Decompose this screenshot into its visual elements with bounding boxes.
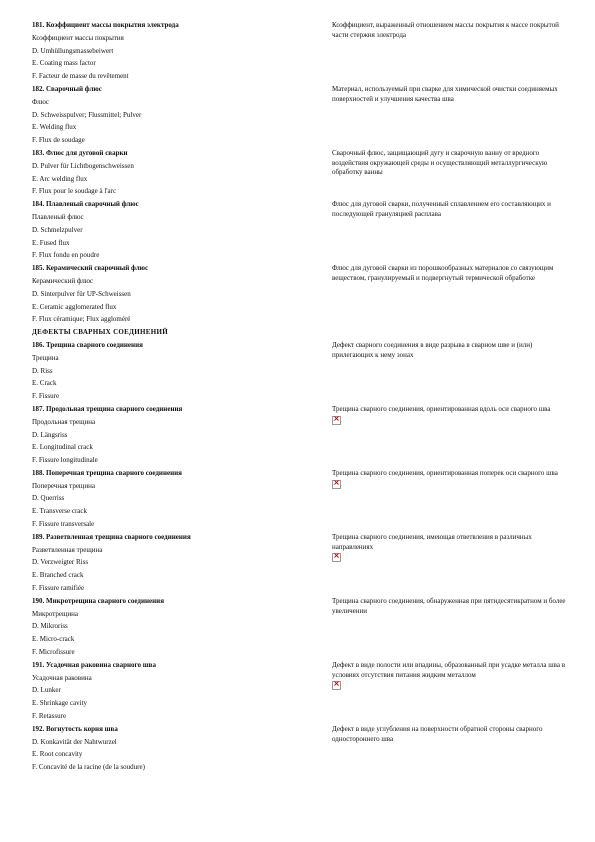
term-synonym: D. Riss [32, 366, 53, 375]
term-synonym: Флюс [32, 97, 50, 106]
broken-image-icon [332, 681, 341, 690]
term-synonym: E. Welding flux [32, 123, 77, 132]
term-synonym: F. Fissure transversale [32, 520, 95, 529]
broken-image-icon [332, 480, 341, 489]
definition-text: Дефект в виде углубления на поверхности обратной стороны сварного одностороннего шва [332, 725, 543, 743]
term-definition [332, 85, 570, 104]
term-heading: 182. Сварочный флюс [32, 84, 102, 93]
term-synonym: Микротрещина [32, 609, 79, 618]
term-heading: 192. Вогнутость корня шва [32, 724, 118, 733]
term-heading: 183. Флюс для дуговой сварки [32, 148, 128, 157]
term-heading: 190. Микротрещина сварного соединения [32, 596, 164, 605]
term-definition [332, 21, 570, 40]
term-definition [332, 725, 570, 744]
definition-text: Материал, используемый при сварке для химической очистки соединяемых поверхностей и улучшения качества шва [332, 85, 558, 103]
term-synonym: D. Konkavität der Nahtwurzel [32, 737, 117, 746]
term-synonym: E. Root concavity [32, 750, 83, 759]
term-synonym: E. Coating mass factor [32, 59, 96, 68]
term-synonym: E. Transverse crack [32, 507, 88, 516]
broken-image-icon [332, 553, 341, 562]
term-synonym: D. Verzweigter Riss [32, 558, 89, 567]
definition-text: Трещина сварного соединения, обнаруженная при пятидесятикратном и более увеличении [332, 597, 566, 615]
term-synonym: F. Flux fondu en poudre [32, 251, 100, 260]
term-heading: 189. Разветвленная трещина сварного соединения [32, 532, 191, 541]
term-synonym: F. Retassure [32, 712, 67, 721]
term-synonym: Керамический флюс [32, 276, 94, 285]
term-definition [332, 200, 570, 219]
term-synonym: Коэффициент массы покрытия [32, 33, 124, 42]
term-synonym: E. Fused flux [32, 238, 70, 247]
term-synonym: Разветвленная трещина [32, 545, 103, 554]
term-synonym: D. Schmelzpulver [32, 225, 83, 234]
terms-column [32, 19, 322, 774]
term-synonym: Усадочная раковина [32, 673, 92, 682]
term-definition [332, 341, 570, 360]
term-definition [332, 661, 570, 694]
term-definition [332, 149, 570, 178]
term-synonym: E. Longitudinal crack [32, 443, 93, 452]
term-heading: 187. Продольная трещина сварного соединения [32, 404, 183, 413]
term-heading: 185. Керамический сварочный флюс [32, 264, 149, 273]
term-synonym: Продольная трещина [32, 417, 96, 426]
term-synonym: D. Mikroriss [32, 622, 68, 631]
term-synonym: E. Branched crack [32, 571, 84, 580]
term-heading: 186. Трещина сварного соединения [32, 340, 143, 349]
term-synonym: D. Querriss [32, 494, 65, 503]
definition-text: Трещина сварного соединения, ориентированная вдоль оси сварного шва [332, 405, 551, 413]
term-synonym: D. Längsriss [32, 430, 68, 439]
definition-text: Трещина сварного соединения, имеющая ответвления в различных направлениях [332, 533, 532, 551]
term-synonym: Плавленый флюс [32, 212, 84, 221]
term-synonym: F. Flux de soudage [32, 136, 85, 145]
term-synonym: D. Schweisspulver; Flussmittel; Pulver [32, 110, 142, 119]
section-heading: ДЕФЕКТЫ СВАРНЫХ СОЕДИНЕНИЙ [32, 328, 168, 337]
term-definition [332, 533, 570, 566]
term-heading: 184. Плавленый сварочный флюс [32, 200, 139, 209]
term-heading: 181. Коэффициент массы покрытия электрода [32, 21, 179, 29]
term-synonym: F. Microfissure [32, 648, 75, 657]
definition-text: Коэффициент, выраженный отношением массы покрытия к массе покрытой части стержня электрода [332, 21, 559, 39]
term-synonym: Трещина [32, 353, 59, 362]
term-heading: 188. Поперечная трещина сварного соединения [32, 468, 182, 477]
term-synonym: D. Umhüllungsmassebeiwert [32, 46, 114, 55]
term-synonym: D. Pulver für Lichtbogenschweissen [32, 161, 134, 170]
term-synonym: E. Micro-crack [32, 635, 75, 644]
term-heading: 191. Усадочная раковина сварного шва [32, 660, 156, 669]
term-synonym: E. Crack [32, 379, 57, 388]
term-definition [332, 405, 570, 428]
term-synonym: E. Arc welding flux [32, 174, 88, 183]
term-synonym: F. Facteur de masse du revêtement [32, 72, 129, 81]
definition-text: Дефект сварного соединения в виде разрыва в сварном шве и (или) прилегающих к нему зонах [332, 341, 533, 359]
term-synonym: F. Concavité de la racine (de la soudure) [32, 763, 145, 772]
term-synonym: E. Shrinkage cavity [32, 699, 88, 708]
term-synonym: F. Fissure longitudinale [32, 456, 98, 465]
definition-text: Флюс для дуговой сварки, полученный сплавлением его составляющих и последующей грануляцией расплава [332, 200, 551, 218]
term-definition [332, 597, 570, 616]
term-definition [332, 264, 570, 283]
definition-text: Флюс для дуговой сварки из порошкообразных материалов со связующим веществом, гранулируемый и подвергнутый термической обработке [332, 264, 554, 282]
term-synonym: E. Ceramic agglomerated flux [32, 302, 117, 311]
broken-image-icon [332, 416, 341, 425]
term-synonym: D. Sinterpulver für UP-Schweissen [32, 289, 131, 298]
term-synonym: F. Fissure [32, 392, 60, 401]
term-synonym: D. Lunker [32, 686, 61, 695]
definition-text: Трещина сварного соединения, ориентированная поперек оси сварного шва [332, 469, 558, 477]
definition-text: Дефект в виде полости или впадины, образованный при усадке металла шва в условиях отсутствия питания жидким металлом [332, 661, 566, 679]
term-synonym: Поперечная трещина [32, 481, 95, 490]
term-synonym: F. Flux céramique; Flux aggloméré [32, 315, 131, 324]
definition-text: Сварочный флюс, защищающий дугу и сварочную ванну от вредного воздействия окружающей среды и осуществляющий металлургическую обработку ванны [332, 149, 548, 177]
term-synonym: F. Fissure ramifiée [32, 584, 85, 593]
term-synonym: F. Flux pour le soudage à l'arc [32, 187, 117, 196]
term-definition [332, 469, 570, 492]
